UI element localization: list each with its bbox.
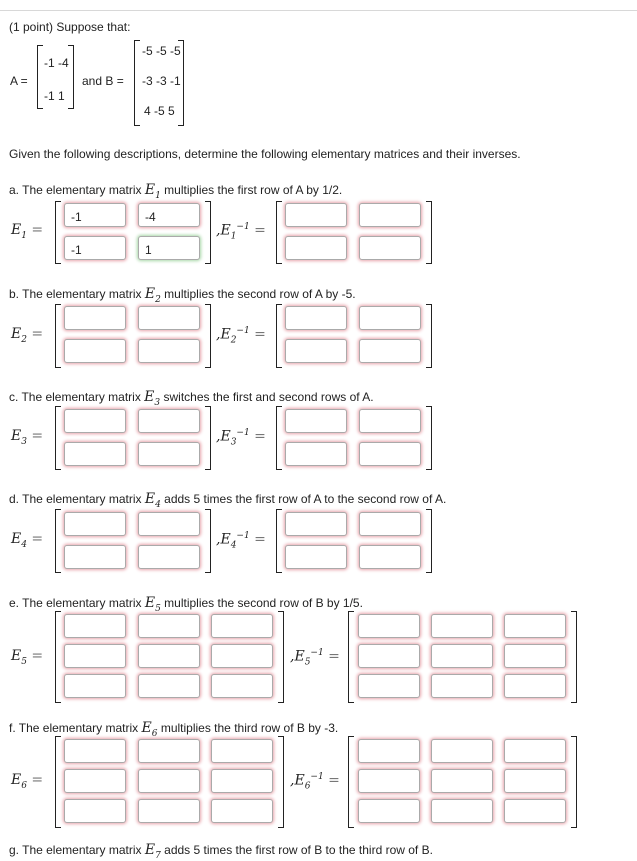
e2-inv-cell-2-2[interactable] [359,339,421,363]
e1-right-bracket [205,201,211,264]
part-f-description: f. The elementary matrix $E_6$ multiplies the third row of B by -3. [9,720,339,739]
e6-label: $E_6$ = [11,772,44,791]
e2-cell-1-1[interactable] [64,306,126,330]
e5-inv-cell-3-1[interactable] [358,674,420,698]
e6-cell-2-2[interactable] [138,769,200,793]
e1-cell-2-1[interactable] [64,236,126,260]
e6-left-bracket [55,736,61,828]
e3-inv-cell-1-1[interactable] [285,409,347,433]
e3-cell-1-1[interactable] [64,409,126,433]
e5-cell-3-3[interactable] [211,674,273,698]
e1-inv-cell-2-1[interactable] [285,236,347,260]
e1-inv-cell-2-2[interactable] [359,236,421,260]
e6-cell-2-1[interactable] [64,769,126,793]
e2-inv-cell-1-2[interactable] [359,306,421,330]
e5-inv-cell-2-1[interactable] [358,644,420,668]
e2-inverse-label: $,E_2^{-1}$ = [216,326,266,346]
e4-inv-cell-2-2[interactable] [359,545,421,569]
e4-inv-cell-1-1[interactable] [285,512,347,536]
e5-inv-cell-3-2[interactable] [431,674,493,698]
e4-cell-1-2[interactable] [138,512,200,536]
e4-cell-1-1[interactable] [64,512,126,536]
part-e-description: e. The elementary matrix $E_5$ multiplies the second row of B by 1/5. [9,595,363,614]
matrix-b-row-2: -3 -3 -1 [142,74,181,88]
e4-inv-left-bracket [276,509,282,573]
e4-label: $E_4$ = [11,531,44,550]
matrix-a-left-bracket [37,45,43,109]
e3-left-bracket [55,406,61,470]
e2-inv-cell-2-1[interactable] [285,339,347,363]
part-a-description: a. The elementary matrix $E_1$ multiplies the first row of A by 1/2. [9,182,343,201]
e6-inv-cell-1-3[interactable] [504,739,566,763]
e5-inv-cell-1-3[interactable] [504,614,566,638]
e5-inv-cell-1-1[interactable] [358,614,420,638]
e5-inv-left-bracket [348,611,354,703]
e5-inverse-label: $,E_5^{-1}$ = [290,648,340,668]
e6-inv-cell-2-2[interactable] [431,769,493,793]
e5-inv-cell-2-3[interactable] [504,644,566,668]
e6-inv-right-bracket [571,736,577,828]
e5-inv-right-bracket [571,611,577,703]
e6-cell-1-2[interactable] [138,739,200,763]
e3-inv-cell-2-1[interactable] [285,442,347,466]
matrix-a-label: A = [10,74,28,88]
matrix-b-row-3: 4 -5 5 [144,104,175,118]
part-c-description: c. The elementary matrix $E_3$ switches the first and second rows of A. [9,389,374,408]
e5-inv-cell-2-2[interactable] [431,644,493,668]
e4-cell-2-2[interactable] [138,545,200,569]
and-b-label: and B = [82,74,124,88]
e4-right-bracket [205,509,211,573]
matrix-b-left-bracket [134,40,140,126]
e2-cell-2-2[interactable] [138,339,200,363]
e6-inv-cell-3-1[interactable] [358,799,420,823]
e5-cell-2-3[interactable] [211,644,273,668]
e6-cell-1-1[interactable] [64,739,126,763]
e4-inv-cell-1-2[interactable] [359,512,421,536]
e6-inverse-label: $,E_6^{-1}$ = [290,772,340,792]
matrix-a-right-bracket [68,45,74,109]
part-b-description: b. The elementary matrix $E_2$ multiplies the second row of A by -5. [9,286,356,305]
e1-inv-cell-1-2[interactable] [359,203,421,227]
e6-cell-3-1[interactable] [64,799,126,823]
e5-left-bracket [55,611,61,703]
e6-inv-cell-1-1[interactable] [358,739,420,763]
e4-left-bracket [55,509,61,573]
e6-cell-2-3[interactable] [211,769,273,793]
part-g-clip [0,838,637,861]
e3-label: $E_3$ = [11,428,44,447]
e6-right-bracket [278,736,284,828]
part-d-description: d. The elementary matrix $E_4$ adds 5 times the first row of A to the second row of A. [9,491,447,510]
e1-cell-1-1[interactable] [64,203,126,227]
e5-cell-1-1[interactable] [64,614,126,638]
e5-cell-1-3[interactable] [211,614,273,638]
e3-inv-cell-2-2[interactable] [359,442,421,466]
e5-inv-cell-1-2[interactable] [431,614,493,638]
e5-label: $E_5$ = [11,648,44,667]
top-divider [0,10,637,11]
e1-cell-1-2[interactable] [138,203,200,227]
e5-inv-cell-3-3[interactable] [504,674,566,698]
e1-inv-left-bracket [276,201,282,264]
e3-cell-1-2[interactable] [138,409,200,433]
e2-inv-right-bracket [426,304,432,368]
e5-cell-3-2[interactable] [138,674,200,698]
e4-inv-right-bracket [426,509,432,573]
matrix-a-row-1: -1 -4 [44,56,69,70]
e2-right-bracket [205,304,211,368]
e3-inv-cell-1-2[interactable] [359,409,421,433]
e3-inv-left-bracket [276,406,282,470]
e1-left-bracket [55,201,61,264]
e2-inv-cell-1-1[interactable] [285,306,347,330]
e1-label: $E_1$ = [11,222,44,241]
e3-inverse-label: $,E_3^{-1}$ = [216,428,266,448]
e5-cell-1-2[interactable] [138,614,200,638]
e3-cell-2-1[interactable] [64,442,126,466]
matrix-b-right-bracket [178,40,184,126]
matrix-a-row-2: -1 1 [44,89,65,103]
e6-cell-1-3[interactable] [211,739,273,763]
e2-left-bracket [55,304,61,368]
e6-inv-cell-3-3[interactable] [504,799,566,823]
matrix-b-row-1: -5 -5 -5 [142,44,181,58]
e1-cell-2-2[interactable] [138,236,200,260]
e1-inv-cell-1-1[interactable] [285,203,347,227]
e1-inv-right-bracket [426,201,432,264]
e4-inverse-label: $,E_4^{-1}$ = [216,531,266,551]
e4-inv-cell-2-1[interactable] [285,545,347,569]
e1-inverse-label: $,E_1^{-1}$ = [216,222,266,242]
e2-cell-2-1[interactable] [64,339,126,363]
e5-right-bracket [278,611,284,703]
e4-cell-2-1[interactable] [64,545,126,569]
instructions: Given the following descriptions, determine the following elementary matrices and their inverses. [9,147,521,161]
problem-header: (1 point) Suppose that: [9,20,131,34]
e6-cell-3-2[interactable] [138,799,200,823]
e3-cell-2-2[interactable] [138,442,200,466]
e2-inv-left-bracket [276,304,282,368]
e6-inv-cell-1-2[interactable] [431,739,493,763]
e3-right-bracket [205,406,211,470]
e2-cell-1-2[interactable] [138,306,200,330]
e6-inv-cell-3-2[interactable] [431,799,493,823]
e5-cell-3-1[interactable] [64,674,126,698]
e2-label: $E_2$ = [11,326,44,345]
e6-inv-cell-2-3[interactable] [504,769,566,793]
e6-cell-3-3[interactable] [211,799,273,823]
e6-inv-cell-2-1[interactable] [358,769,420,793]
e6-inv-left-bracket [348,736,354,828]
e5-cell-2-1[interactable] [64,644,126,668]
e5-cell-2-2[interactable] [138,644,200,668]
e3-inv-right-bracket [426,406,432,470]
part-g-description: g. The elementary matrix $E_7$ adds 5 times the first row of B to the third row of B. [9,842,433,861]
